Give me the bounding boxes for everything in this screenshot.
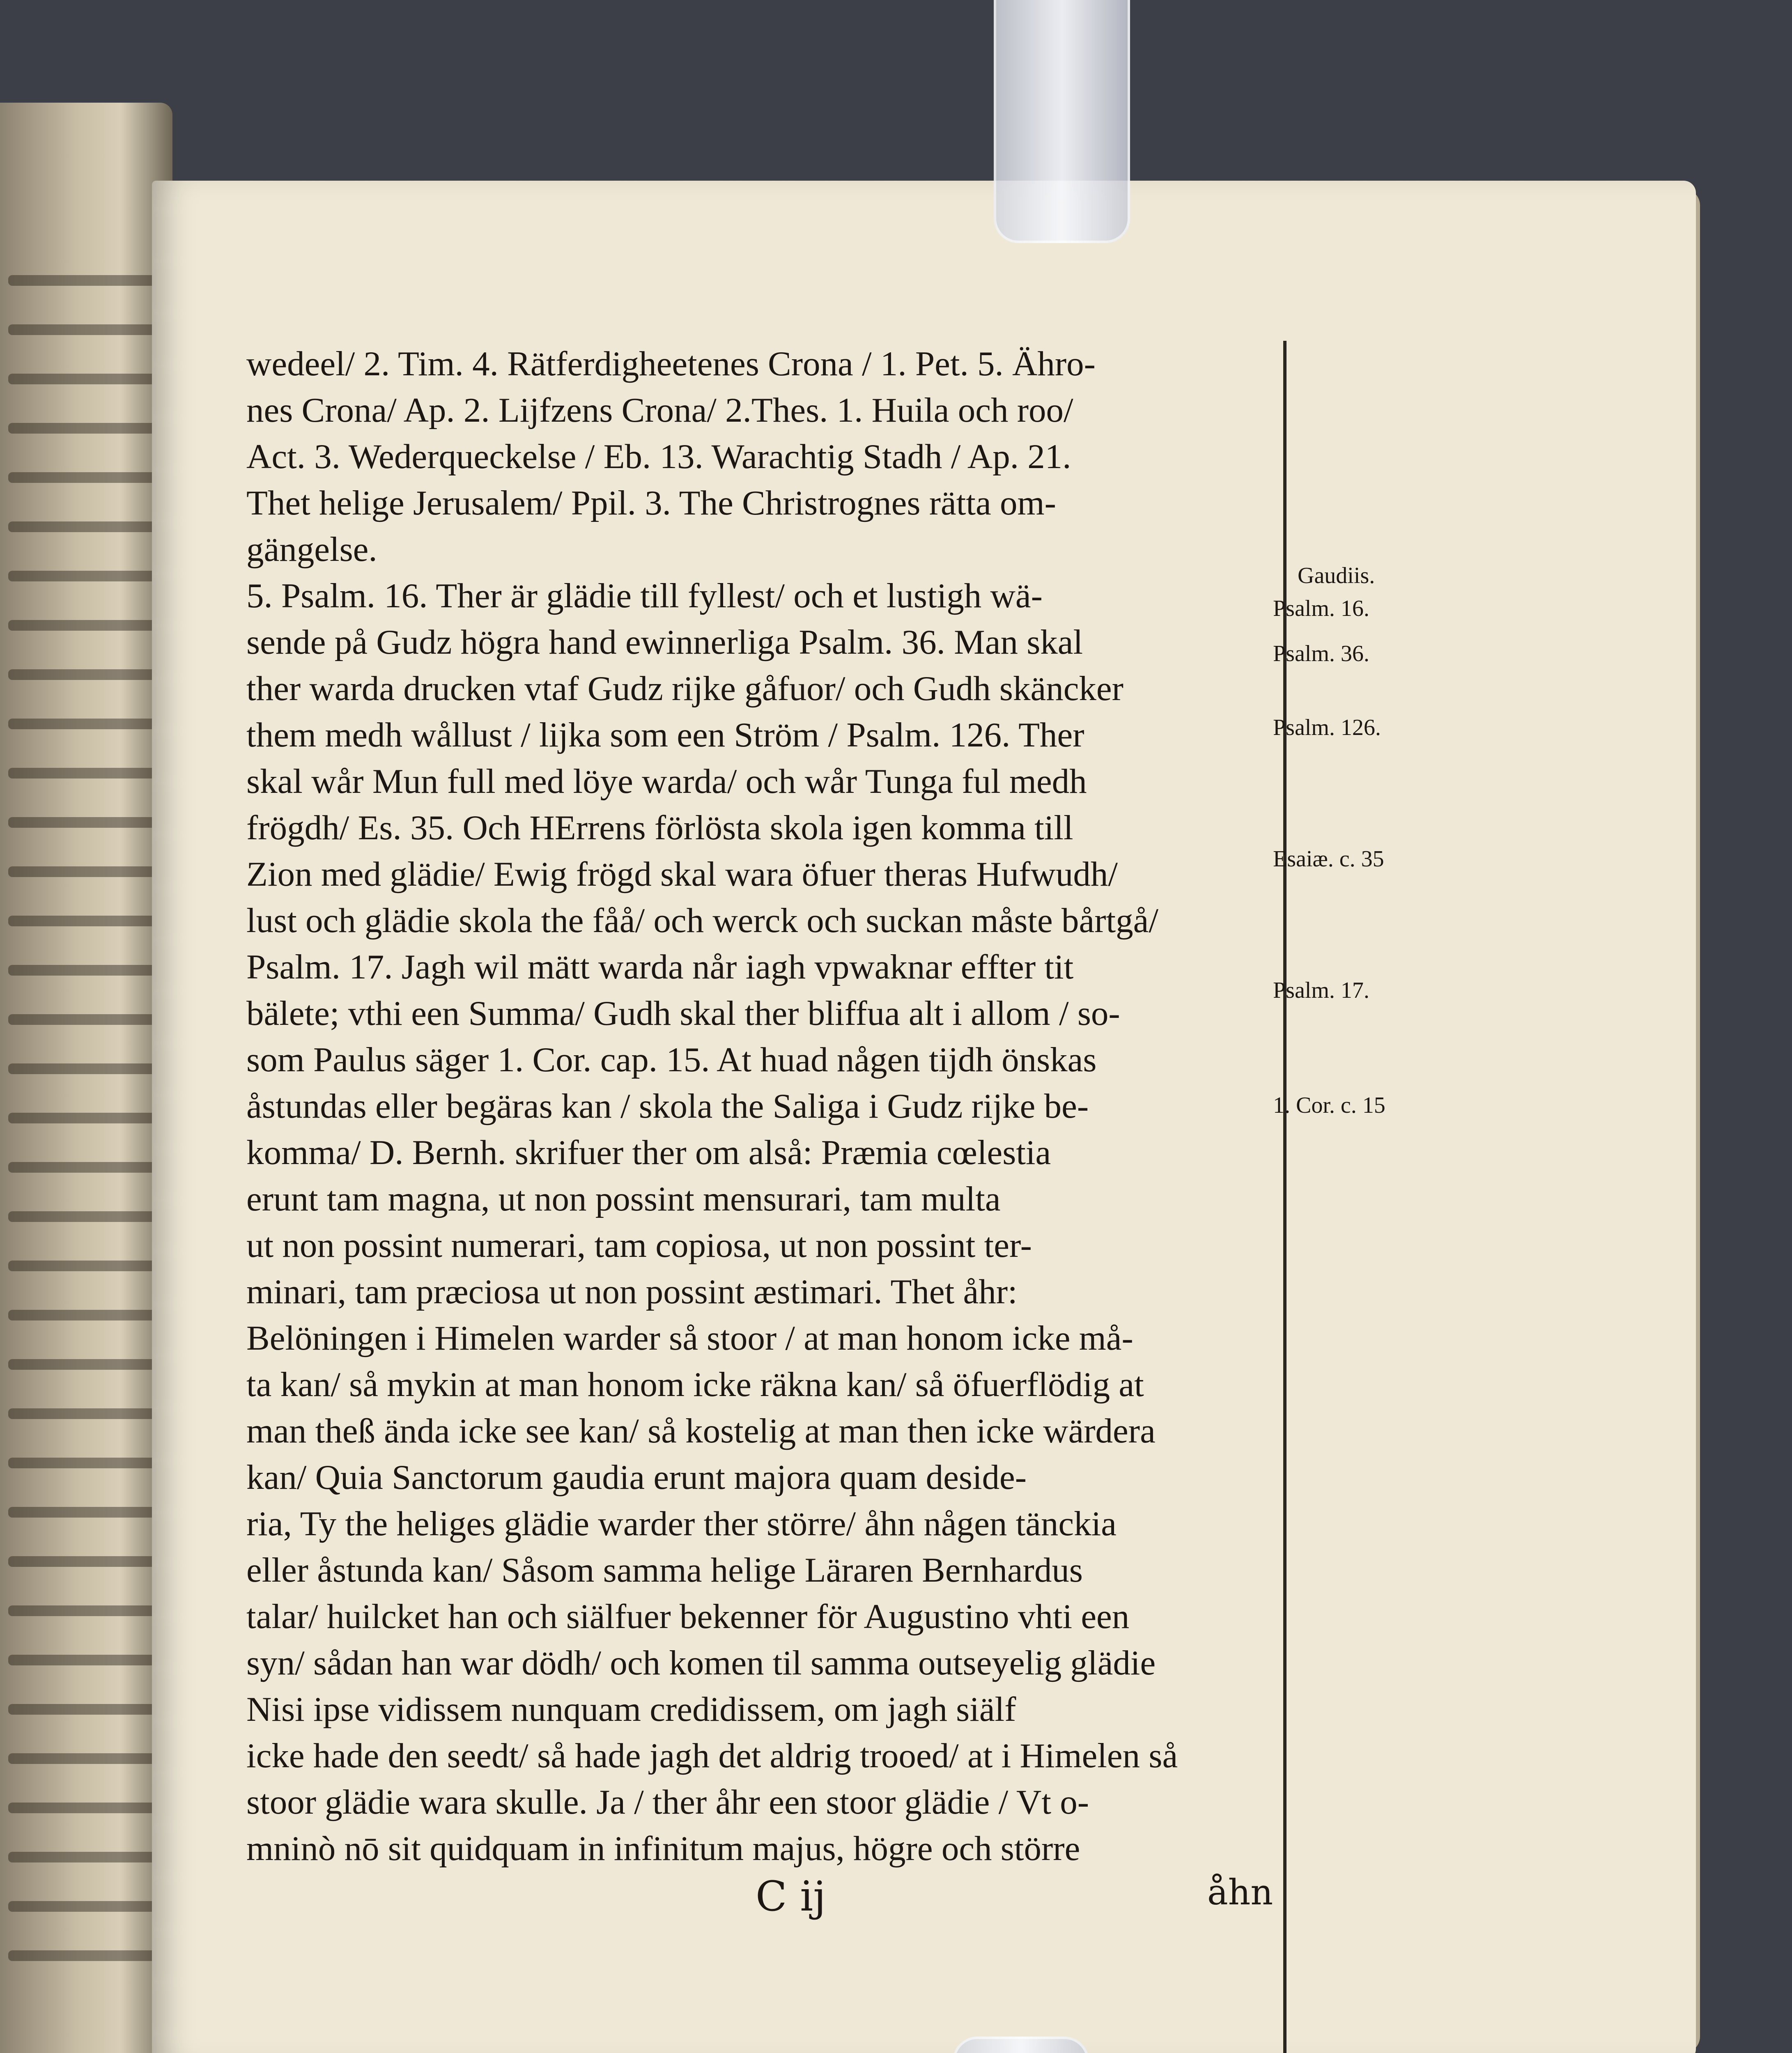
facing-page-text-line — [8, 1458, 164, 1468]
facing-page-text-line — [8, 275, 164, 286]
text-line: Act. 3. Wederqueckelse / Eb. 13. Warachtig Stadh / Ap. 21. — [246, 437, 1071, 476]
text-line: man theß ända icke see kan/ så kostelig at man then icke wärdera — [246, 1412, 1156, 1450]
facing-page-text-line — [8, 1211, 164, 1222]
facing-page-text-line — [8, 620, 164, 631]
text-line: them medh wållust / lijka som een Ström / Psalm. 126. Ther — [246, 716, 1084, 754]
text-line: bälete; vthi een Summa/ Gudh skal ther bliffua alt i allom / so- — [246, 994, 1120, 1033]
text-line: Nisi ipse vidissem nunquam credidissem, om jagh siälf — [246, 1690, 1016, 1729]
facing-page-text-line — [8, 1950, 164, 1961]
facing-page-text-line — [8, 324, 164, 335]
main-text-block — [246, 341, 1289, 1872]
facing-page-text-line — [8, 423, 164, 434]
text-line: gängelse. — [246, 530, 377, 569]
text-line: kan/ Quia Sanctorum gaudia erunt majora quam deside- — [246, 1458, 1027, 1497]
signature-mark: C ij — [756, 1872, 826, 1920]
text-line: åstundas eller begäras kan / skola the Saliga i Gudz rijke be- — [246, 1087, 1089, 1125]
text-line: Belöningen i Himelen warder så stoor / at man honom icke må- — [246, 1319, 1133, 1357]
facing-page-text-line — [8, 571, 164, 581]
facing-page-text-line — [8, 1852, 164, 1862]
text-line: icke hade den seedt/ så hade jagh det aldrig trooed/ at i Himelen så — [246, 1736, 1178, 1775]
facing-page-text-line — [8, 1507, 164, 1518]
facing-page-text-line — [8, 1162, 164, 1173]
margin-note: Psalm. 17. — [1273, 978, 1369, 1003]
text-line: mninò nō sit quidquam in infinitum majus, högre och större — [246, 1829, 1080, 1868]
text-line: nes Crona/ Ap. 2. Lijfzens Crona/ 2.Thes. 1. Huila och roo/ — [246, 391, 1073, 429]
text-line: Thet helige Jerusalem/ Ppil. 3. The Christrognes rätta om- — [246, 484, 1056, 522]
margin-note: Psalm. 16. — [1273, 596, 1369, 621]
facing-page-text-line — [8, 1605, 164, 1616]
facing-page-text-line — [8, 1556, 164, 1567]
margin-note: Psalm. 126. — [1273, 715, 1381, 740]
text-line: eller åstunda kan/ Såsom samma helige Läraren Bernhardus — [246, 1551, 1083, 1589]
page-holder-clip-bottom — [953, 2037, 1089, 2053]
margin-note: Gaudiis. — [1298, 563, 1375, 588]
facing-page-text-line — [8, 1408, 164, 1419]
facing-page — [0, 103, 172, 2053]
text-line: komma/ D. Bernh. skrifuer ther om alså: Præmia cœlestia — [246, 1133, 1051, 1172]
text-line: frögdh/ Es. 35. Och HErrens förlösta skola igen komma till — [246, 808, 1073, 847]
facing-page-text-line — [8, 768, 164, 778]
facing-page-text-line — [8, 1901, 164, 1912]
facing-page-text-line — [8, 1655, 164, 1665]
text-line: Psalm. 17. Jagh wil mätt warda når iagh vpwaknar effter tit — [246, 948, 1074, 986]
facing-page-text-line — [8, 916, 164, 926]
facing-page-text-line — [8, 1704, 164, 1715]
facing-page-text-line — [8, 965, 164, 976]
catchword: åhn — [1207, 1872, 1273, 1913]
text-line: som Paulus säger 1. Cor. cap. 15. At huad någen tijdh önskas — [246, 1040, 1097, 1079]
facing-page-text-line — [8, 817, 164, 828]
text-line: minari, tam præciosa ut non possint æstimari. Thet åhr: — [246, 1272, 1018, 1311]
text-line: sende på Gudz högra hand ewinnerliga Psalm. 36. Man skal — [246, 623, 1083, 661]
text-line: lust och glädie skola the fåå/ och werck och suckan måste bårtgå/ — [246, 901, 1158, 940]
margin-note: Esaiæ. c. 35 — [1273, 846, 1384, 872]
text-line: Zion med glädie/ Ewig frögd skal wara öfuer theras Hufwudh/ — [246, 855, 1118, 893]
text-line: syn/ sådan han war dödh/ och komen til samma outseyelig glädie — [246, 1644, 1156, 1682]
facing-page-text-line — [8, 1063, 164, 1074]
text-line: talar/ huilcket han och siälfuer bekenner för Augustino vhti een — [246, 1597, 1130, 1636]
text-line: wedeel/ 2. Tim. 4. Rätferdigheetenes Crona / 1. Pet. 5. Ähro- — [246, 344, 1096, 383]
text-line: ta kan/ så mykin at man honom icke räkna kan/ så öfuerflödig at — [246, 1365, 1144, 1404]
facing-page-text-line — [8, 719, 164, 729]
text-line: ut non possint numerari, tam copiosa, ut non possint ter- — [246, 1226, 1032, 1265]
facing-page-text-line — [8, 669, 164, 680]
margin-note: Psalm. 36. — [1273, 641, 1369, 666]
facing-page-text-line — [8, 866, 164, 877]
facing-page-text-line — [8, 1113, 164, 1123]
facing-page-text-line — [8, 1014, 164, 1025]
text-line: 5. Psalm. 16. Ther är glädie till fyllest/ och et lustigh wä- — [246, 576, 1043, 615]
facing-page-text-line — [8, 1310, 164, 1320]
text-line: ther warda drucken vtaf Gudz rijke gåfuor/ och Gudh skäncker — [246, 669, 1123, 708]
text-line: stoor glädie wara skulle. Ja / ther åhr een stoor glädie / Vt o- — [246, 1783, 1089, 1821]
facing-page-text-line — [8, 521, 164, 532]
margin-note: 1. Cor. c. 15 — [1273, 1093, 1385, 1118]
text-line: skal wår Mun full med löye warda/ och wår Tunga ful medh — [246, 762, 1087, 801]
text-line: ria, Ty the heliges glädie warder ther större/ åhn någen tänckia — [246, 1504, 1117, 1543]
text-line: erunt tam magna, ut non possint mensurari, tam multa — [246, 1180, 1001, 1218]
facing-page-text-line — [8, 374, 164, 384]
facing-page-text-line — [8, 1803, 164, 1813]
page-holder-clip-top — [994, 0, 1130, 243]
facing-page-text-line — [8, 1359, 164, 1370]
facing-page-text-line — [8, 472, 164, 483]
facing-page-text-line — [8, 1753, 164, 1764]
facing-page-text-line — [8, 1261, 164, 1271]
